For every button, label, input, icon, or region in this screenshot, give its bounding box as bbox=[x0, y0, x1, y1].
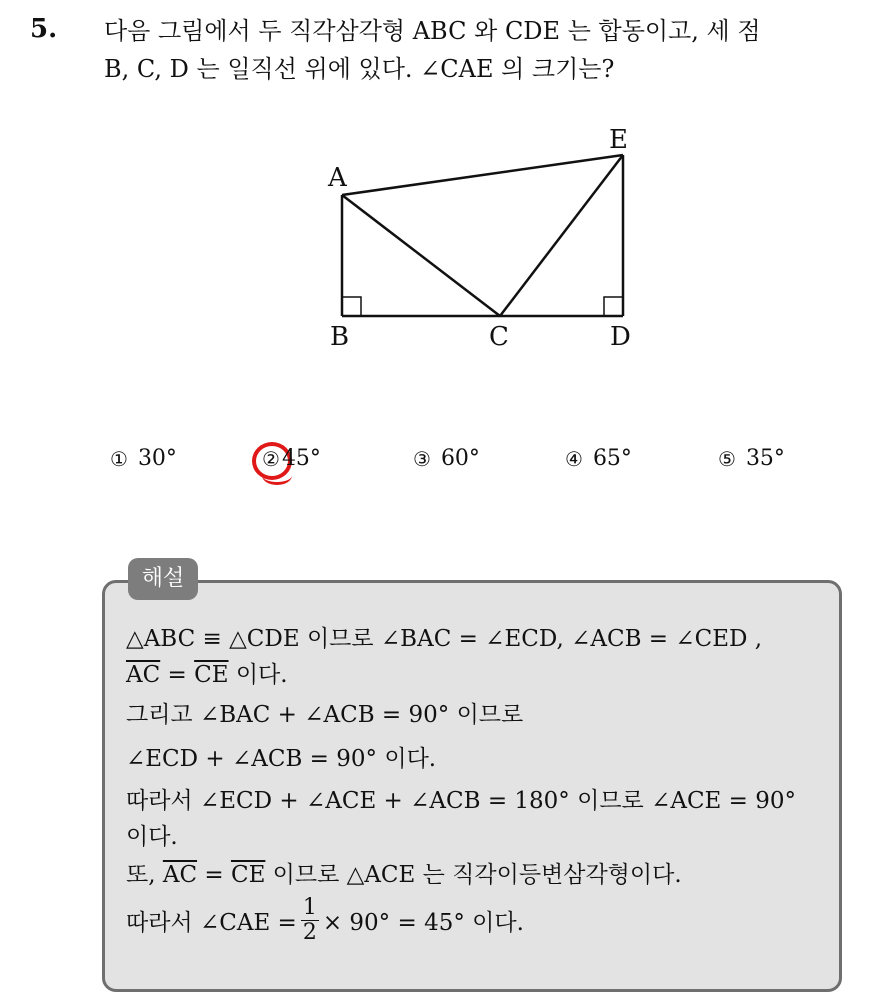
triangle-figure bbox=[0, 0, 884, 400]
segment-ac bbox=[342, 195, 500, 316]
solution-line-5: 따라서 ∠ECD + ∠ACE + ∠ACB = 180° 이므로 ∠ACE = 90° bbox=[126, 788, 797, 814]
question-number: 5. bbox=[30, 14, 58, 44]
choice-3[interactable] bbox=[413, 446, 480, 471]
solution-line-7-prefix: 또, bbox=[126, 862, 163, 888]
solution-line-8-tail: × 90° = 45° 이다. bbox=[322, 910, 524, 936]
right-angle-mark-d bbox=[604, 297, 623, 316]
solution-tag: 해설 bbox=[128, 558, 198, 600]
label-d: D bbox=[610, 322, 631, 352]
segment-ce bbox=[500, 155, 623, 316]
choice-4[interactable] bbox=[565, 446, 632, 471]
question-text-line2: B, C, D 는 일직선 위에 있다. ∠CAE 의 크기는? bbox=[104, 55, 615, 83]
choice-3-number: ③ bbox=[413, 446, 431, 471]
solution-line-1: △ABC ≡ △CDE 이므로 ∠BAC = ∠ECD, ∠ACB = ∠CED , bbox=[126, 626, 763, 652]
solution-line-4: ∠ECD + ∠ACB = 90° 이다. bbox=[126, 746, 437, 772]
choice-1-value: 30° bbox=[137, 446, 177, 471]
segment-ae bbox=[342, 155, 623, 195]
choice-5-value: 35° bbox=[745, 446, 785, 471]
label-c: C bbox=[489, 322, 509, 352]
equals-sign-2: = bbox=[197, 862, 231, 888]
fraction-denominator: 2 bbox=[302, 920, 317, 945]
solution-line-7 bbox=[126, 856, 682, 889]
choice-5[interactable] bbox=[718, 446, 785, 471]
segment-ac-overline: $\overline{AC}$ bbox=[126, 662, 161, 688]
label-a: A bbox=[328, 163, 347, 193]
right-angle-mark-b bbox=[342, 297, 361, 316]
choice-4-value: 65° bbox=[592, 446, 632, 471]
label-b: B bbox=[330, 322, 350, 352]
choice-2-value: 45° bbox=[281, 446, 321, 471]
solution-line-2 bbox=[126, 656, 288, 689]
choice-2[interactable] bbox=[262, 446, 321, 471]
equals-sign: = bbox=[160, 662, 195, 688]
choice-1[interactable] bbox=[110, 446, 177, 471]
choice-2-number: ② bbox=[262, 446, 280, 471]
solution-line-8-prefix: 따라서 ∠CAE = bbox=[126, 910, 297, 936]
segment-ac-overline-2: $\overline{AC}$ bbox=[162, 862, 198, 888]
label-e: E bbox=[609, 125, 628, 155]
segment-ce-overline-2: $\overline{CE}$ bbox=[230, 862, 266, 888]
choice-5-number: ⑤ bbox=[718, 446, 736, 471]
choice-4-number: ④ bbox=[565, 446, 583, 471]
fraction-one-half bbox=[301, 896, 319, 945]
solution-line-2-tail: 이다. bbox=[228, 662, 288, 688]
solution-line-3: 그리고 ∠BAC + ∠ACB = 90° 이므로 bbox=[126, 702, 524, 728]
choice-1-number: ① bbox=[110, 446, 128, 471]
solution-line-8 bbox=[126, 896, 524, 945]
fraction-numerator: 1 bbox=[302, 895, 317, 920]
question-text-line1: 다음 그림에서 두 직각삼각형 ABC 와 CDE 는 합동이고, 세 점 bbox=[104, 17, 761, 45]
answer-choices bbox=[0, 442, 884, 482]
choice-3-value: 60° bbox=[440, 446, 480, 471]
segment-ce-overline: $\overline{CE}$ bbox=[194, 662, 229, 688]
solution-line-6: 이다. bbox=[126, 824, 178, 850]
solution-line-7-tail: 이므로 △ACE 는 직각이등변삼각형이다. bbox=[265, 862, 682, 888]
